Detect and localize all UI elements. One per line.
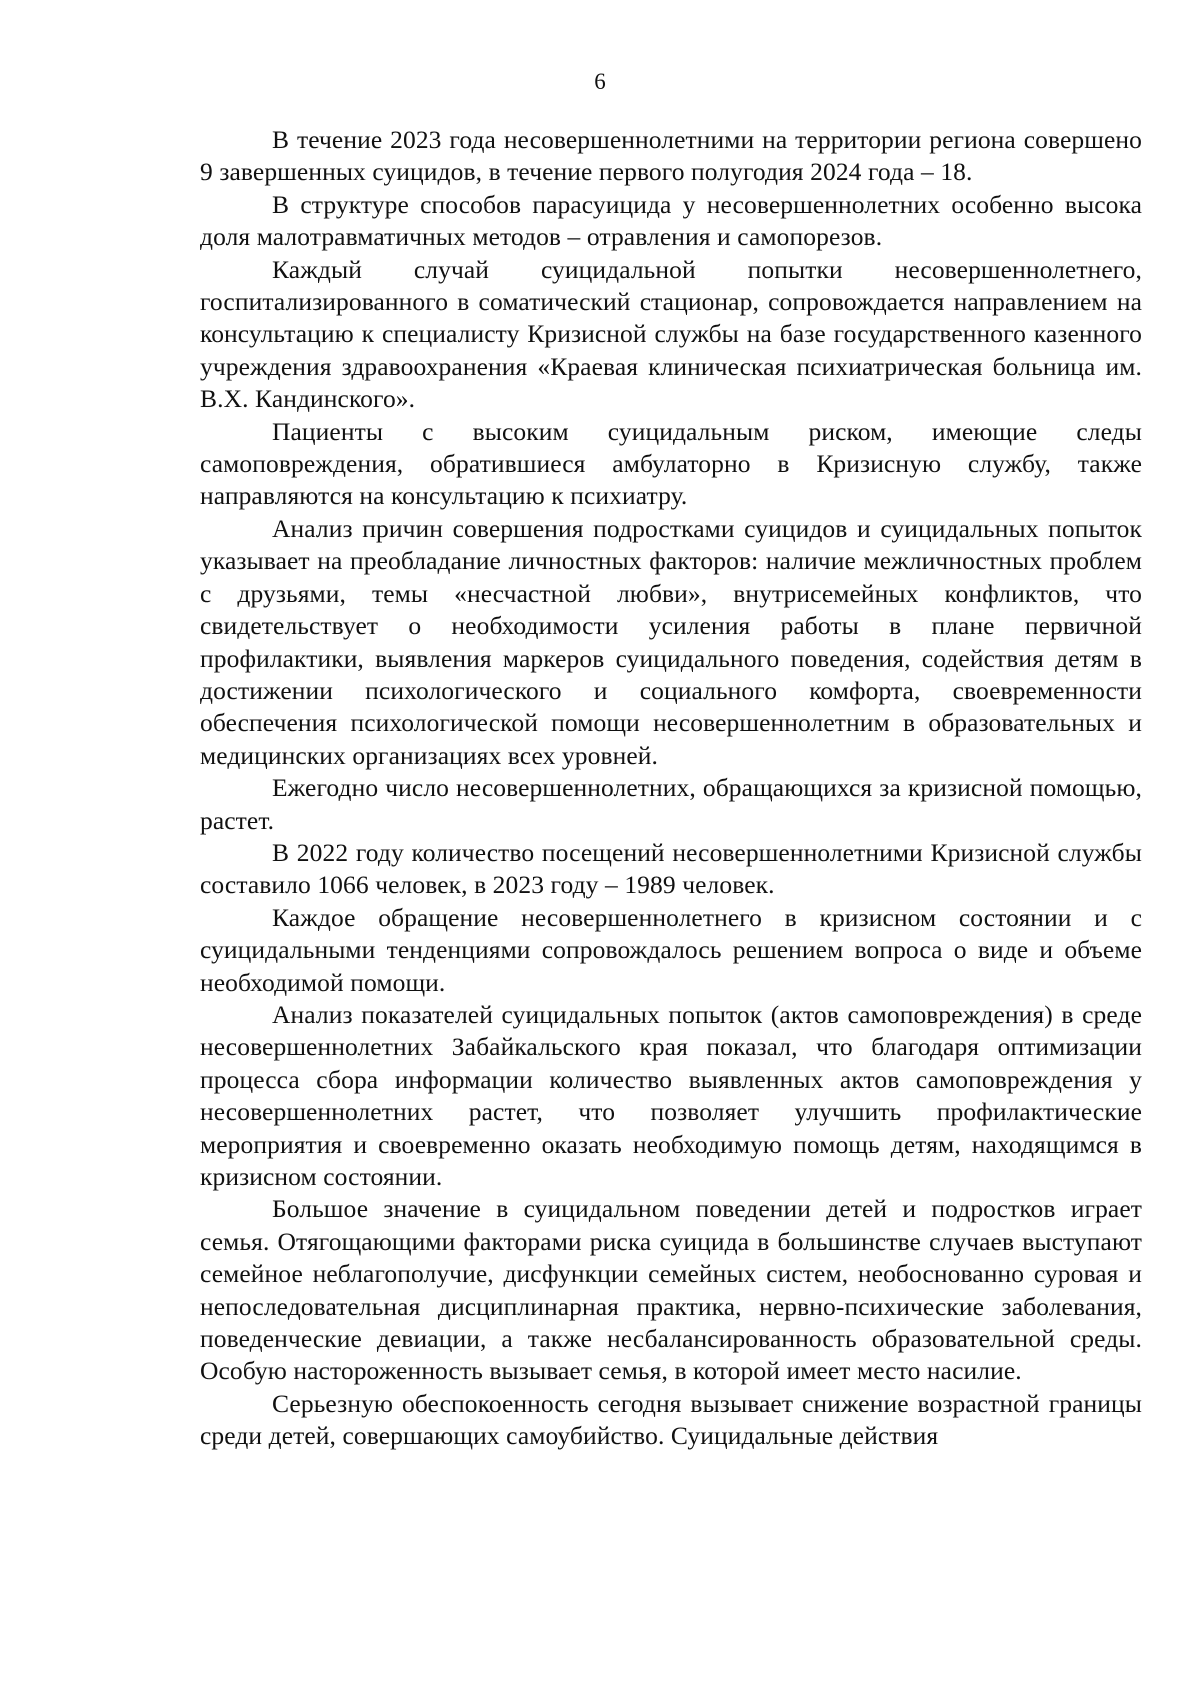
body-text xyxy=(200,124,1142,1453)
paragraph: Каждый случай суицидальной попытки несовершеннолетнего, госпитализированного в соматический стационар, сопровождается направлением на консультацию к специалисту Кризисной службы на базе государственного казенного учреждения здравоохранения «Краевая клиническая психиатрическая больница им. В.Х. Кандинского». xyxy=(200,254,1142,414)
paragraph: Серьезную обеспокоенность сегодня вызывает снижение возрастной границы среди детей, совершающих самоубийство. Суицидальные действия xyxy=(200,1388,1142,1451)
paragraph: Анализ причин совершения подростками суицидов и суицидальных попыток указывает на преобладание личностных факторов: наличие межличностных проблем с друзьями, темы «несчастной любви», внутрисемейных конфликтов, что свидетельствует о необходимости усиления работы в плане первичной профилактики, выявления маркеров суицидального поведения, содействия детям в достижении психологического и социального комфорта, своевременности обеспечения психологической помощи несовершеннолетним в образовательных и медицинских организациях всех уровней. xyxy=(200,513,1142,770)
paragraph: В 2022 году количество посещений несовершеннолетними Кризисной службы составило 1066 человек, в 2023 году – 1989 человек. xyxy=(200,837,1142,900)
paragraph: В структуре способов парасуицида у несовершеннолетних особенно высока доля малотравматичных методов – отравления и самопорезов. xyxy=(200,189,1142,252)
paragraph: Пациенты с высоким суицидальным риском, имеющие следы самоповреждения, обратившиеся амбулаторно в Кризисную службу, также направляются на консультацию к психиатру. xyxy=(200,416,1142,511)
paragraph: В течение 2023 года несовершеннолетними на территории региона совершено 9 завершенных суицидов, в течение первого полугодия 2024 года – 18. xyxy=(200,125,1142,187)
paragraph: Ежегодно число несовершеннолетних, обращающихся за кризисной помощью, растет. xyxy=(200,773,1142,835)
paragraph: Каждое обращение несовершеннолетнего в кризисном состоянии и с суицидальными тенденциями сопровождалось решением вопроса о виде и объеме необходимой помощи. xyxy=(200,902,1142,997)
paragraph: Анализ показателей суицидальных попыток (актов самоповреждения) в среде несовершеннолетних Забайкальского края показал, что благодаря оптимизации процесса сбора информации количество выявленных актов самоповреждения у несовершеннолетних растет, что позволяет улучшить профилактические мероприятия и своевременно оказать необходимую помощь детям, находящимся в кризисном состоянии. xyxy=(200,999,1142,1191)
page-number: 6 xyxy=(594,69,606,94)
paragraph: Большое значение в суицидальном поведении детей и подростков играет семья. Отягощающими факторами риска суицида в большинстве случаев выступают семейное неблагополучие, дисфункции семейных систем, необоснованно суровая и непоследовательная дисциплинарная практика, нервно-психические заболевания, поведенческие девиации, а также несбалансированность образовательной среды. Особую настороженность вызывает семья, в которой имеет место насилие. xyxy=(200,1194,1142,1386)
